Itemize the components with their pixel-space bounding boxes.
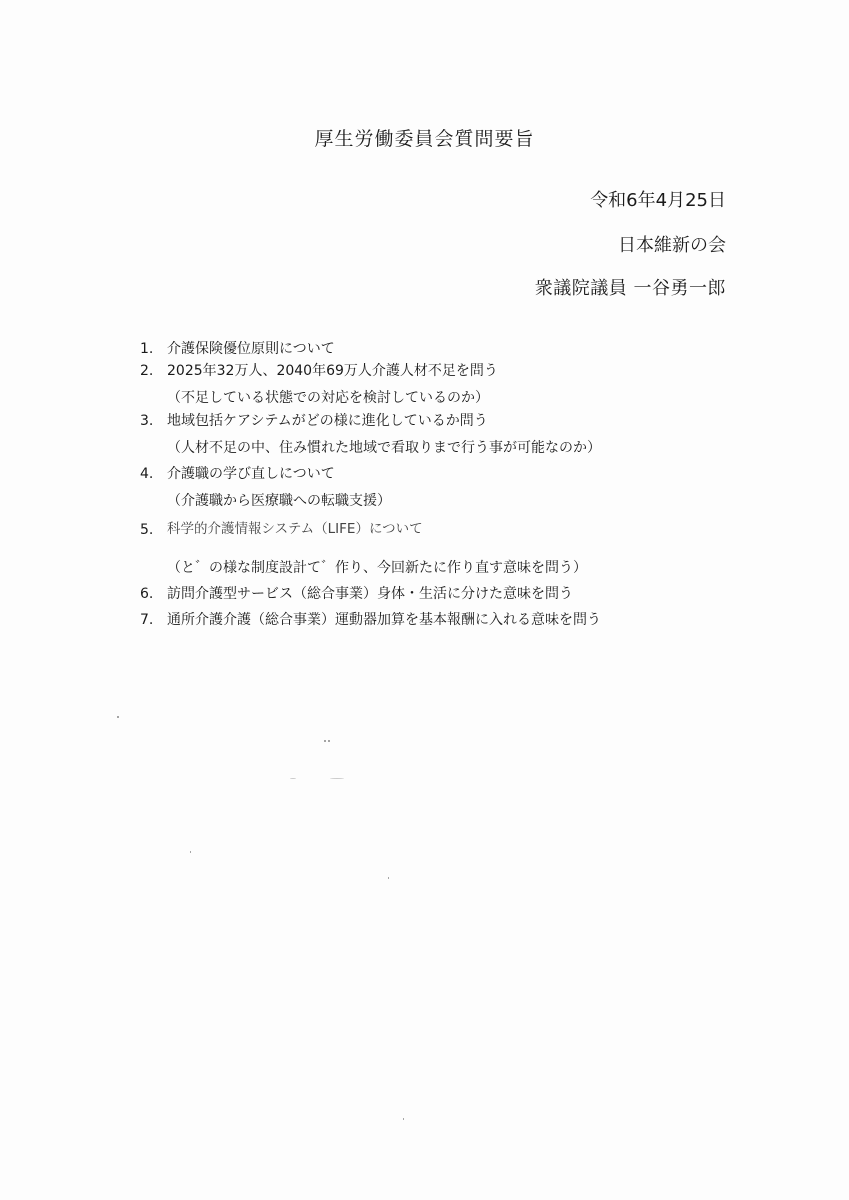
scan-speck — [388, 877, 389, 879]
scan-speck — [190, 851, 191, 853]
scan-speck — [330, 778, 344, 779]
list-item — [140, 465, 391, 510]
item-text: 地域包括ケアシテムがどの様に進化しているか問う — [167, 413, 488, 429]
item-number: 3. — [140, 413, 154, 429]
party-name: 日本維新の会 — [618, 235, 726, 256]
item-text: 2025年32万人、2040年69万人介護人材不足を問う — [167, 363, 498, 379]
member-name: 衆議院議員 一谷勇一郎 — [534, 278, 726, 299]
item-subtext: （人材不足の中、住み慣れた地域で看取りまで行う事が可能なのか） — [167, 440, 601, 457]
document-date: 令和6年4月25日 — [590, 190, 726, 211]
item-number: 6. — [140, 586, 154, 602]
item-subtext: （介護職から医療職への転職支援） — [167, 493, 391, 510]
item-text: 訪問介護型サービス（総合事業）身体・生活に分けた意味を問う — [167, 586, 573, 602]
item-text: 介護保険優位原則について — [167, 341, 335, 357]
list-item — [140, 585, 573, 603]
list-item — [140, 521, 587, 577]
list-item — [140, 340, 335, 358]
list-item — [140, 412, 601, 457]
item-text: 科学的介護情報システム（LIFE）について — [167, 521, 423, 537]
scan-speck — [403, 1118, 404, 1120]
list-item — [140, 362, 498, 407]
item-number: 1. — [140, 341, 154, 357]
document-title: 厚生労働委員会質問要旨 — [314, 128, 535, 150]
item-number: 5. — [140, 522, 154, 538]
item-subtext: （と゛の様な制度設計て゛作り、今回新たに作り直す意味を問う） — [167, 559, 587, 576]
scan-speck — [328, 740, 330, 742]
item-number: 2. — [140, 363, 154, 379]
scan-speck — [290, 778, 296, 779]
item-number: 4. — [140, 466, 154, 482]
item-text: 介護職の学び直しについて — [167, 466, 335, 482]
item-number: 7. — [140, 612, 154, 628]
item-subtext: （不足している状態での対応を検討しているのか） — [167, 390, 489, 407]
list-item — [140, 611, 601, 629]
item-text: 通所介護介護（総合事業）運動器加算を基本報酬に入れる意味を問う — [167, 612, 601, 628]
scan-speck — [117, 716, 119, 718]
scan-speck — [324, 740, 326, 742]
